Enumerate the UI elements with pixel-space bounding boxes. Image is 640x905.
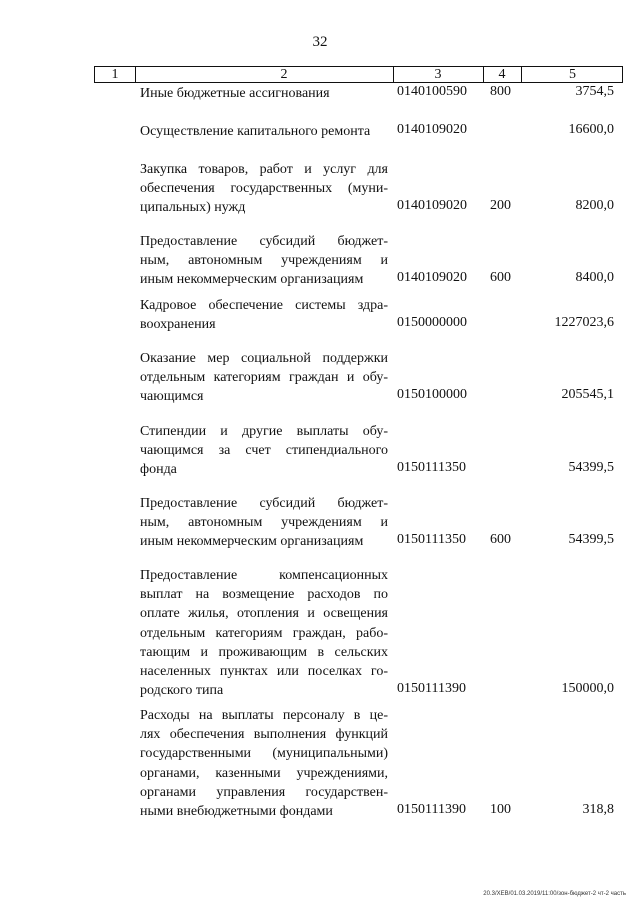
row-name: [140, 84, 388, 103]
row-amount: 8200,0: [575, 198, 614, 214]
row-name-line: Кадровое обеспечение системы здра-: [140, 298, 388, 313]
row-name-line: отдельным категориям граждан, рабо-: [140, 625, 388, 641]
header-col-3: 3: [434, 67, 442, 82]
row-type: 600: [490, 270, 511, 286]
row-name: [140, 706, 388, 821]
row-name-line: Предоставление компенсационных: [140, 568, 388, 583]
row-name-line: Предоставление субсидий бюджет-: [140, 496, 388, 511]
row-code: 0140109020: [397, 198, 467, 214]
row-amount: 16600,0: [568, 122, 614, 137]
header-col-2: 2: [280, 67, 288, 82]
row-code: 0140109020: [397, 122, 467, 137]
row-name-line: обеспечения государственных (муни-: [140, 181, 388, 197]
row-name-line: иным некоммерческим организациям: [140, 534, 364, 550]
row-name-line: Закупка товаров, работ и услуг для: [140, 162, 388, 177]
row-name-line: отдельным категориям граждан и обу-: [140, 370, 388, 386]
page-number: 32: [312, 34, 328, 50]
row-name-line: органами, казенными учреждениями,: [140, 765, 388, 781]
row-name-line: Иные бюджетные ассигнования: [140, 86, 330, 101]
row-code: 0150111390: [397, 681, 466, 697]
row-amount: 1227023,6: [554, 315, 614, 331]
row-name-line: чающимся за счет стипендиального: [140, 443, 388, 459]
row-name: [140, 122, 388, 141]
row-name-line: Предоставление субсидий бюджет-: [140, 234, 388, 249]
row-code: 0140100590: [397, 84, 467, 99]
row-name-line: ципальных) нужд: [140, 200, 246, 216]
row-name-line: тающим и проживающим в сельских: [140, 644, 388, 660]
header-col-1: 1: [111, 67, 119, 82]
row-name-line: лях обеспечения выполнения функций: [140, 727, 388, 743]
row-name-line: Оказание мер социальной поддержки: [140, 351, 388, 366]
row-amount: 205545,1: [561, 387, 614, 403]
row-amount: 54399,5: [568, 532, 614, 548]
row-code: 0150111350: [397, 460, 466, 476]
row-name-line: фонда: [140, 462, 177, 478]
row-name-line: ными внебюджетными фондами: [140, 804, 333, 820]
row-type: 100: [490, 802, 511, 817]
row-amount: 8400,0: [575, 270, 614, 286]
row-amount: 150000,0: [561, 681, 614, 697]
row-amount: 3754,5: [575, 84, 614, 99]
row-name: [140, 422, 388, 480]
row-name-line: оплате жилья, отопления и освещения: [140, 606, 388, 622]
row-name-line: Стипендии и другие выплаты обу-: [140, 424, 388, 439]
row-amount: 318,8: [582, 802, 614, 817]
row-type: 600: [490, 532, 511, 548]
table-header: [94, 66, 623, 83]
row-type: 800: [490, 84, 511, 99]
header-col-5: 5: [569, 67, 576, 82]
row-amount: 54399,5: [568, 460, 614, 476]
row-name-line: воохранения: [140, 317, 216, 333]
row-code: 0140109020: [397, 270, 467, 286]
row-name-line: государственными (муниципальными): [140, 746, 388, 762]
row-code: 0150111350: [397, 532, 466, 548]
row-name-line: чающимся: [140, 389, 204, 405]
row-name-line: ным, автономным учреждениям и: [140, 253, 388, 269]
row-name-line: родского типа: [140, 683, 224, 699]
footer-stamp: 20.3/XEB/01.03.2019/11:00/зон-бюджет-2 чт-2 часть: [483, 891, 626, 897]
row-name-line: ным, автономным учреждениям и: [140, 515, 388, 531]
row-code: 0150000000: [397, 315, 467, 331]
row-name: [140, 232, 388, 290]
row-name-line: Расходы на выплаты персоналу в це-: [140, 708, 388, 723]
row-name-line: выплат на возмещение расходов по: [140, 587, 388, 603]
row-name: [140, 349, 388, 407]
row-code: 0150111390: [397, 802, 466, 817]
row-code: 0150100000: [397, 387, 467, 403]
row-type: 200: [490, 198, 511, 214]
row-name: [140, 566, 388, 700]
row-name-line: населенных пунктах или поселках го-: [140, 664, 388, 680]
row-name-line: органами управления государствен-: [140, 784, 388, 800]
row-name: [140, 160, 388, 218]
header-col-4: 4: [498, 67, 506, 82]
row-name: [140, 494, 388, 552]
row-name-line: иным некоммерческим организациям: [140, 272, 364, 288]
row-name: [140, 296, 388, 334]
row-name-line: Осуществление капитального ремонта: [140, 124, 371, 139]
